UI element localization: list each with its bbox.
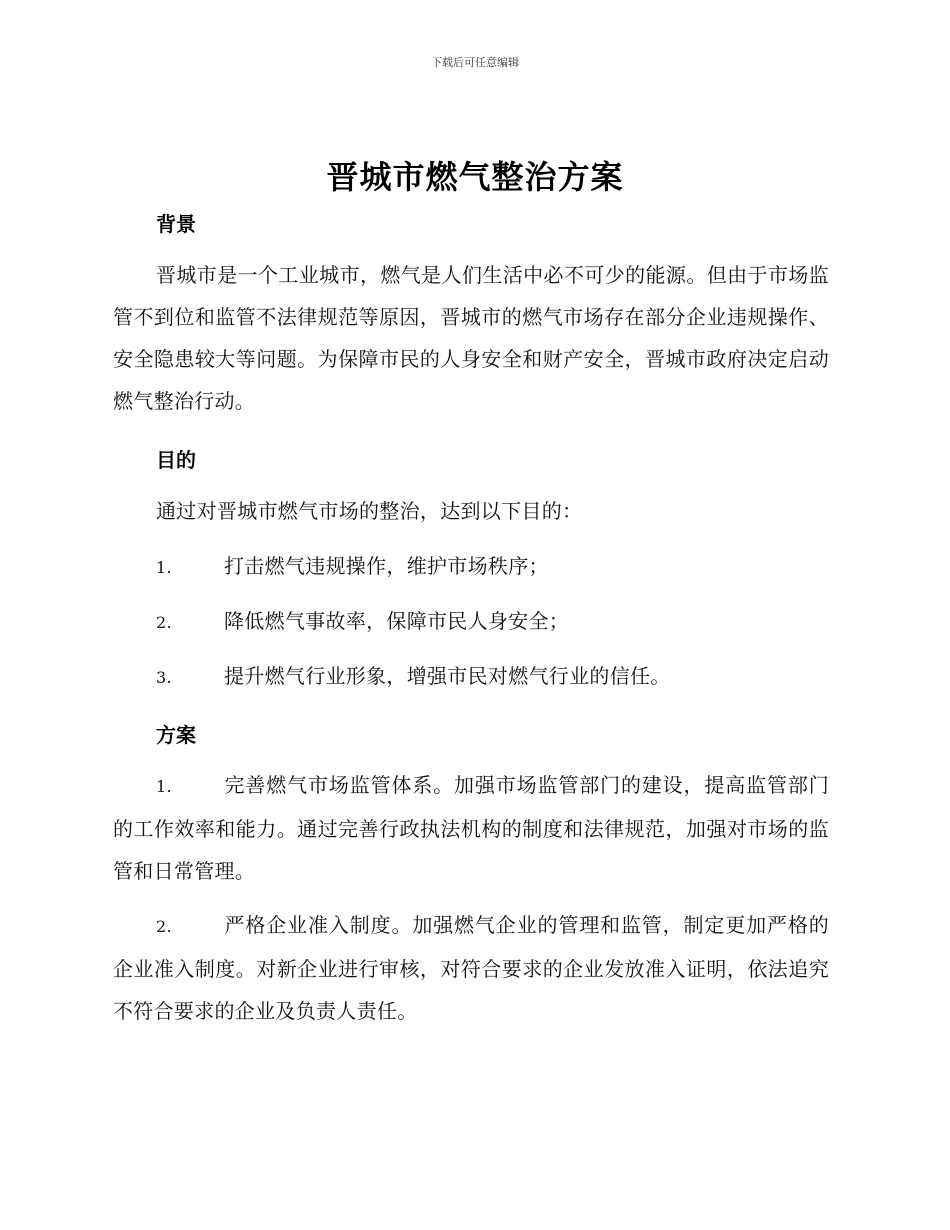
plan-item-text: 严格企业准入制度。加强燃气企业的管理和监管，制定更加严格的企业准入制度。对新企业进行审核，对符合要求的企业发放准入证明，依法追究不符合要求的企业及负责人责任。 — [113, 913, 829, 1023]
plan-item-paragraph — [113, 764, 829, 892]
purpose-intro: 通过对晋城市燃气市场的整治，达到以下目的： — [156, 499, 583, 523]
list-item-text: 提升燃气行业形象，增强市民对燃气行业的信任。 — [224, 664, 671, 688]
list-number: 1. — [156, 777, 172, 796]
list-number: 2. — [156, 613, 172, 632]
purpose-list-item — [156, 605, 569, 639]
page-header-note: 下载后可任意编辑 — [431, 56, 519, 69]
section-heading-purpose: 目的 — [156, 448, 196, 472]
section-heading-background: 背景 — [156, 212, 196, 236]
purpose-list-item — [156, 660, 671, 694]
list-item-text: 打击燃气违规操作，维护市场秩序； — [224, 554, 549, 578]
plan-item-text: 完善燃气市场监管体系。加强市场监管部门的建设，提高监管部门的工作效率和能力。通过完善行政执法机构的制度和法律规范，加强对市场的监管和日常管理。 — [113, 773, 829, 883]
list-number: 3. — [156, 668, 172, 687]
list-number: 2. — [156, 917, 172, 936]
list-item-text: 降低燃气事故率，保障市民人身安全； — [224, 609, 570, 633]
plan-item-paragraph — [113, 904, 829, 1032]
list-number: 1. — [156, 558, 172, 577]
section-heading-plan: 方案 — [156, 723, 196, 747]
background-paragraph: 晋城市是一个工业城市，燃气是人们生活中必不可少的能源。但由于市场监管不到位和监管不法律规范等原因，晋城市的燃气市场存在部分企业违规操作、安全隐患较大等问题。为保障市民的人身安全和财产安全，晋城市政府决定启动燃气整治行动。 — [113, 263, 829, 413]
purpose-list-item — [156, 550, 549, 584]
document-title: 晋城市燃气整治方案 — [326, 158, 624, 196]
